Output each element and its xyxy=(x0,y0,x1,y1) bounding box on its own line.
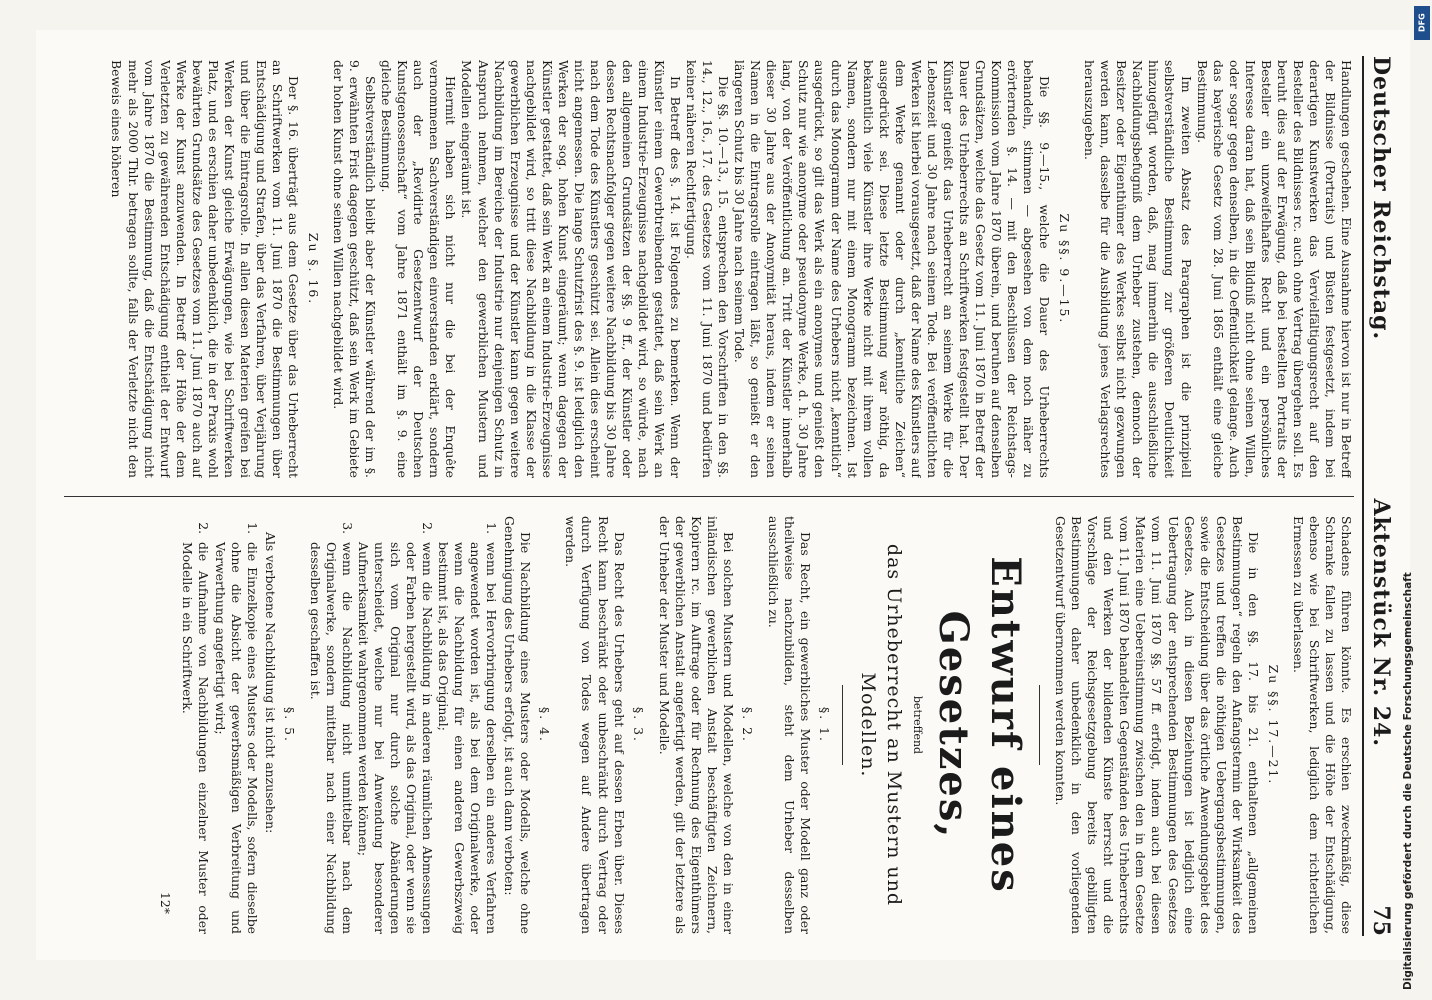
enumerated-list xyxy=(307,516,500,934)
paragraph: In Betreff des §. 14. ist Folgendes zu bemerken. Wenn der Künstler einem Gewerbtreibenden gestattet, daß sein Werk an einem Industrie-Erzeugnisse nachgebildet wird, so würde, nach den allgemeinen Grundsätzen der §§. 9 ff., der Künstler oder dessen Rechtsnachfolger gegen weitere Nachbildung bis 30 Jahre nach dem Tode des Künstlers geschützt sei. Allein dies erscheint nicht angemessen. Die lange Schutzfrist des §. 9. ist lediglich den Werken der sog. hohen Kunst eingeräumt; wenn dagegen der Künstler gestattet, daß sein Werk an einem Industrie-Erzeugnisse nachgebildet wird, so tritt diese Nachbildung in die Klasse der gewerblichen Erzeugnisse und der Künstler kann gegen weitere Nachbildung im Bereiche der Industrie nur denjenigen Schutz in Anspruch nehmen, welcher den gewerblichen Mustern und Modellen eingeräumt ist. xyxy=(459,60,684,478)
section-heading: Zu §§. 17.—21. xyxy=(1265,664,1281,786)
paragraph-number: §. 5. xyxy=(281,707,297,743)
paragraph-number: §. 2. xyxy=(739,707,755,743)
document-page xyxy=(36,30,1416,960)
draft-subtitle: das Urheberrecht an Mustern und Modellen. xyxy=(857,543,906,907)
sheet-signature: 12* xyxy=(158,892,174,914)
paragraph: Handlungen geschehen. Eine Ausnahme hiervon ist nur in Betreff der Bildnisse (Portraits) und Büsten festgesetzt, indem bei derartigen Kunstwerken das Vervielfältigungsrecht auf den Besteller des Bildnisses rc. auch ohne Vertrag übergehen soll. Es beruht dies auf der Erwägung, daß bei bestellten Portraits der Besteller ein unzweifelhaftes Recht und ein persönliches Interesse daran hat, daß sein Bildniß nicht ohne seinen Willen, oder sogar gegen denselben, in die Oeffentlichkeit gelange. Auch das bayerische Gesetz vom 28. Juni 1865 enthält eine gleiche Bestimmung. xyxy=(1194,60,1354,478)
list-item: 2. wenn die Nachbildung in anderen räumlichen Abmessungen oder Farben hergestellt wird, als das Original, oder wenn sie sich vom Original nur durch solche Abänderungen unterscheidet, welche nur bei Anwendung besonderer Aufmerksamkeit wahrgenommen werden können; xyxy=(355,538,435,934)
header-rule xyxy=(1362,56,1364,936)
draft-title-connector: betreffend xyxy=(911,695,925,755)
paragraph: Bei solchen Mustern und Modellen, welche von den in einer inländischen gewerblichen Anstalt beschäftigten Zeichnern, Kopirern rc. im Auftrage oder für Rechnung des Eigenthümers der gewerblichen Anstalt angefertigt werden, gilt der letztere als der Urheber der Muster und Modelle. xyxy=(656,516,736,934)
draft-title: Entwurf eines Gesetzes, xyxy=(930,556,1030,894)
paragraph: Hiermit haben sich nicht nur die bei der Enquête vernommenen Sachverständigen einverstanden erklärt, sondern auch der „Revidirte Gesetzentwurf der Deutschen Kunstgenossenschaft“ vom Jahre 1871 enthält im §. 9. eine gleiche Bestimmung. xyxy=(379,60,459,478)
paragraph-number: §. 4. xyxy=(537,707,553,743)
dfg-logo: DFG xyxy=(1414,6,1430,40)
paragraph: Das Recht, ein gewerbliches Muster oder Modell ganz oder theilweise nachzubilden, steht dem Urheber desselben ausschließlich zu. xyxy=(765,516,814,934)
section-heading: Zu §. 16. xyxy=(306,232,322,306)
section-heading: Zu §§. 9.—15. xyxy=(1057,213,1073,325)
paragraph: Das Recht des Urhebers geht auf dessen Erben über. Dieses Recht kann beschränkt oder unbeschränkt durch Vertrag oder durch Verfügung von Todes wegen auf Andere übertragen werden. xyxy=(563,516,627,934)
enumerated-list xyxy=(179,516,259,934)
running-head-center: Aktenstück Nr. 24. xyxy=(1368,498,1394,748)
list-item: 1. wenn bei Hervorbringung derselben ein anderes Verfahren angewendet worden ist, als bei dem Originalwerke, oder wenn die Nachbildung für einen anderen Gewerbszweig bestimmt ist, als das Original; xyxy=(435,538,499,934)
paragraph: Selbstverständlich bleibt aber der Künstler während der im §. 9. erwähnten Frist dagegen geschützt, daß sein Werk im Gebiete der hohen Kunst ohne seinen Willen nachgebildet wird. xyxy=(331,60,379,478)
paragraph: Schadens führen könnte. Es erschien zweckmäßig, diese Schranke fallen zu lassen und die Höhe der Entschädigung, ebenso wie bei Schriftwerken, lediglich dem richterlichen Ermessen zu überlassen. xyxy=(1290,516,1354,934)
list-item: 3. wenn die Nachbildung nicht unmittelbar nach dem Originalwerke, sondern mittelbar nach einer Nachbildung desselben geschaffen ist. xyxy=(307,538,355,934)
funding-notice: Digitalisierung gefördert durch die Deutsche Forschungsgemeinschaft xyxy=(1402,572,1414,990)
column-rule xyxy=(64,496,1354,497)
left-column xyxy=(64,60,1354,478)
paragraph: Die §§. 9.—15., welche die Dauer des Urheberrechts behandeln, stimmen — abgesehen von dem noch näher zu erörternden §. 14. — mit den Beschlüssen der Reichstags-Kommission vom Jahre 1870 überein, und beruhen auf denselben Grundsätzen, welche das Gesetz vom 11. Juni 1870 in Betreff der Dauer des Urheberrechts an Schriftwerken festgestellt hat. Der Künstler genießt das Urheberrecht an seinem Werke für die Lebenszeit und 30 Jahre nach seinem Tode. Bei veröffentlichten Werken ist hierbei vorausgesetzt, daß der Name des Künstlers auf dem Werke genannt oder durch „kenntliche Zeichen“ ausgedrückt sei. Diese letzte Bestimmung war nöthig, da bekanntlich viele Künstler ihre Werke nicht mit ihrem vollen Namen, sondern nur mit einem Monogramm bezeichnen. Ist durch das Monogramm der Name des Urhebers nicht „kenntlich“ ausgedrückt, so gilt das Werk als ein anonymes und genießt den Schutz nur wie anonyme oder pseudonyme Werke, d. h. 30 Jahre lang, von der Veröffentlichung an. Tritt der Künstler innerhalb dieser 30 Jahre aus der Anonymität heraus, indem er seinen Namen in die Eintragsrolle eintragen läßt, so genießt er den längeren Schutz bis 30 Jahre nach seinem Tode. xyxy=(732,60,1053,478)
list-item: 2. die Aufnahme von Nachbildungen einzelner Muster oder Modelle in ein Schriftwerk. xyxy=(179,538,211,934)
divider xyxy=(842,685,843,765)
page-number: 75 xyxy=(1368,905,1394,936)
paragraph: Im zweiten Absatz des Paragraphen ist die prinzipiell selbstverständliche Bestimmung zur größeren Deutlichkeit hinzugefügt worden, daß, mag immerhin die ausschließliche Nachbildungsbefugniß dem Urheber zustehen, dennoch der Besitzer oder Eigenthümer des Werkes selbst nicht gezwungen werden kann, dasselbe für die Ausbildung jenes Verlagsrechtes herauszugeben. xyxy=(1082,60,1194,478)
paragraph-number: §. 3. xyxy=(630,707,646,743)
paragraph-number: §. 1. xyxy=(817,707,833,743)
running-head-left: Deutscher Reichstag. xyxy=(1368,56,1394,341)
paragraph: Der §. 16. überträgt aus dem Gesetze über das Urheberrecht an Schriftwerken vom 11. Juni 1870 die Bestimmungen über Entschädigung und Strafen, über das Verfahren, über Verjährung und über die Eintragsrolle. In allen diesen Materien greifen bei Werken der Kunst gleiche Erwägungen, wie bei Schriftwerken Platz, und es erschien daher unbedenklich, die in der Praxis wohl bewährten Grundsätze des Gesetzes vom 11. Juni 1870 auch auf Werke der Kunst anzuwenden. In Betreff der Höhe der dem Verletzten zu gewährenden Entschädigung enthielt der Entwurf vom Jahre 1870 die Bestimmung, daß die Entschädigung nicht mehr als 2000 Thlr. betragen sollte, falls der Verletzte nicht den Beweis eines höheren xyxy=(109,60,301,478)
paragraph: Die §§. 10.—13., 15. entsprechen den Vorschriften in den §§. 14., 12., 16., 17. des Gesetzes vom 11. Juni 1870 und bedürfen keiner näheren Rechtfertigung. xyxy=(684,60,732,478)
divider xyxy=(1039,685,1040,765)
paragraph: Die Nachbildung eines Musters oder Modells, welche ohne Genehmigung des Urhebers erfolgt, ist auch dann verboten: xyxy=(502,516,534,934)
list-item: 1. die Einzelkopie eines Musters oder Modells, sofern dieselbe ohne die Absicht der gewerbsmäßigen Verbreitung und Verwerthung angefertigt wird; xyxy=(211,538,259,934)
paragraph: Die in den §§. 17. bis 21. enthaltenen „allgemeinen Bestimmungen“ regeln den Anfangstermin der Wirksamkeit des Gesetzes und treffen die nöthigen Uebergangsbestimmungen, sowie die Entscheidung über das örtliche Anwendungsgebiet des Gesetzes. Auch in diesen Beziehungen ist lediglich eine Uebertragung der entsprechenden Bestimmungen des Gesetzes vom 11. Juni 1870 §§. 57 ff. erfolgt, indem auch bei diesen Materien eine Uebereinstimmung zwischen den in dem Gesetze vom 11. Juni 1870 behandelten Gegenständen des Urheberrechts und den Werken der bildenden Künste herrscht und die Vorschläge der Reichsgesetzgebung bereits gebilligten Bestimmungen daher unbedenklich in den vorliegenden Gesetzentwurf übernommen werden konnten. xyxy=(1053,516,1261,934)
paragraph: Als verbotene Nachbildung ist nicht anzusehen: xyxy=(262,532,278,834)
right-column xyxy=(64,516,1354,934)
